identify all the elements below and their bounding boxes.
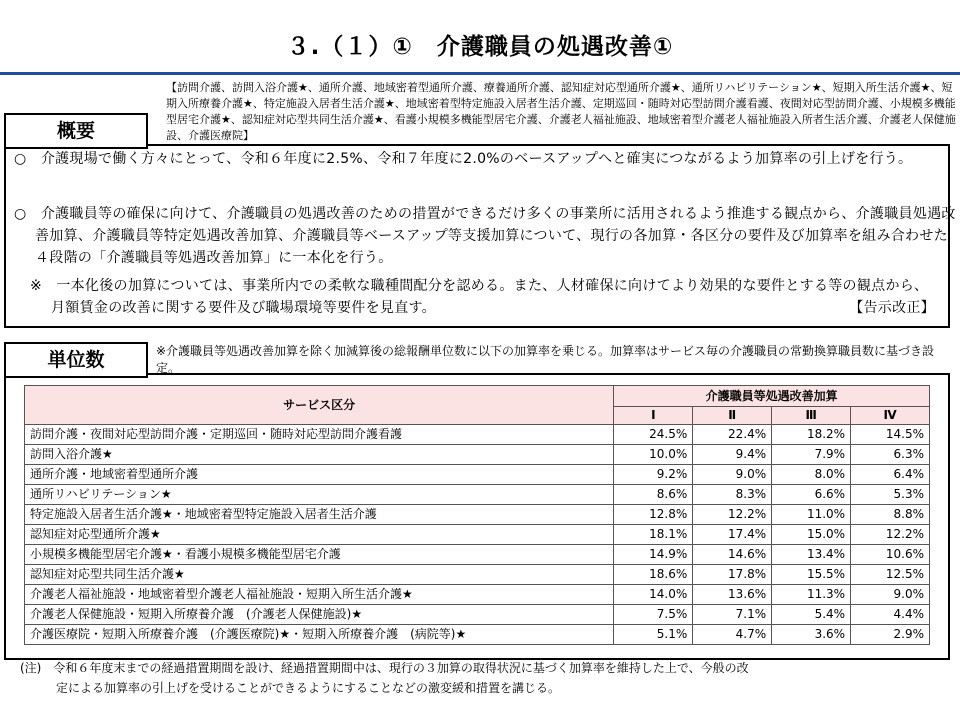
rate-cell: 2.9% <box>851 625 930 645</box>
service-cell: 訪問介護・夜間対応型訪問介護・定期巡回・随時対応型訪問介護看護 <box>25 425 614 445</box>
service-cell: 通所介護・地域密着型通所介護 <box>25 465 614 485</box>
rate-cell: 9.0% <box>693 465 772 485</box>
rate-cell: 14.6% <box>693 545 772 565</box>
service-cell: 小規模多機能型居宅介護★・看護小規模多機能型居宅介護 <box>25 545 614 565</box>
rate-cell: 12.2% <box>693 505 772 525</box>
rate-cell: 8.6% <box>614 485 693 505</box>
title-divider <box>0 72 960 75</box>
level-header: Ⅲ <box>772 407 851 425</box>
rate-cell: 4.7% <box>693 625 772 645</box>
rate-cell: 18.2% <box>772 425 851 445</box>
table-row <box>25 425 930 445</box>
units-note: ※介護職員等処遇改善加算を除く加減算後の総報酬単位数に以下の加算率を乗じる。加算率はサービス毎の介護職員の常勤換算職員数に基づき設定。 <box>156 344 935 375</box>
rate-cell: 10.6% <box>851 545 930 565</box>
rate-cell: 7.1% <box>693 605 772 625</box>
rate-cell: 13.6% <box>693 585 772 605</box>
rate-cell: 8.0% <box>772 465 851 485</box>
level-header: Ⅳ <box>851 407 930 425</box>
rate-cell: 11.0% <box>772 505 851 525</box>
addition-group-header: 介護職員等処遇改善加算 <box>614 386 930 407</box>
service-cell: 介護老人福祉施設・地域密着型介護老人福祉施設・短期入所生活介護★ <box>25 585 614 605</box>
rate-cell: 3.6% <box>772 625 851 645</box>
rate-cell: 24.5% <box>614 425 693 445</box>
service-cell: 介護医療院・短期入所療養介護 (介護医療院)★・短期入所療養介護 (病院等)★ <box>25 625 614 645</box>
overview-note-text <box>30 275 935 319</box>
table-row <box>25 505 930 525</box>
table-row <box>25 565 930 585</box>
rate-cell: 11.3% <box>772 585 851 605</box>
rate-cell: 17.4% <box>693 525 772 545</box>
rate-cell: 22.4% <box>693 425 772 445</box>
service-cell: 認知症対応型共同生活介護★ <box>25 565 614 585</box>
rate-cell: 18.1% <box>614 525 693 545</box>
service-cell: 通所リハビリテーション★ <box>25 485 614 505</box>
rates-table <box>24 385 930 645</box>
footnote <box>20 658 945 698</box>
table-row <box>25 585 930 605</box>
service-cell: 特定施設入居者生活介護★・地域密着型特定施設入居者生活介護 <box>25 505 614 525</box>
level-header: Ⅰ <box>614 407 693 425</box>
table-row <box>25 625 930 645</box>
rate-cell: 12.8% <box>614 505 693 525</box>
overview-paragraph-1: ○ 介護現場で働く方々にとって、令和６年度に2.5%、令和７年度に2.0%のベースアップへと確実につながるよう加算率の引上げを行う。 <box>14 151 913 167</box>
rate-cell: 6.3% <box>851 445 930 465</box>
rate-cell: 9.4% <box>693 445 772 465</box>
rate-cell: 15.5% <box>772 565 851 585</box>
level-header: Ⅱ <box>693 407 772 425</box>
page-title: ３.（１）① 介護職員の処遇改善① <box>286 34 674 60</box>
rate-cell: 18.6% <box>614 565 693 585</box>
units-label: 単位数 <box>4 342 148 378</box>
rate-cell: 9.0% <box>851 585 930 605</box>
rate-cell: 9.2% <box>614 465 693 485</box>
overview-note-body: ※ 一本化後の加算については、事業所内での柔軟な職種間配分を認める。また、人材確保に向けてより効果的な要件とする等の観点から、月額賃金の改善に関する要件及び職場環境等要件を見直す。 <box>30 278 929 316</box>
overview-paragraph-3 <box>30 275 935 319</box>
table-row <box>25 485 930 505</box>
service-header: サービス区分 <box>25 386 614 425</box>
rate-cell: 6.4% <box>851 465 930 485</box>
rate-cell: 10.0% <box>614 445 693 465</box>
rate-cell: 14.9% <box>614 545 693 565</box>
footnote-line-1: (注) 令和６年度末までの経過措置期間を設け、経過措置期間中は、現行の３加算の取得状況に基づく加算率を維持した上で、今般の改 <box>20 661 749 675</box>
table-row <box>25 445 930 465</box>
rate-cell: 5.1% <box>614 625 693 645</box>
rate-cell: 5.3% <box>851 485 930 505</box>
table-row <box>25 545 930 565</box>
applicable-services-note: 【訪問介護、訪問入浴介護★、通所介護、地域密着型通所介護、療養通所介護、認知症対応型通所介護★、通所リハビリテーション★、短期入所生活介護★、短期入所療養介護★、特定施設入居者生活介護★、地域密着型特定施設入居者生活介護、定期巡回・随時対応型訪問介護看護、夜間対応型訪問介護、小規模多機能型居宅介護★、認知症対応型共同生活介護★、看護小規模多機能型居宅介護、介護老人福祉施設、地域密着型介護老人福祉施設入所者生活介護、介護老人保健施設、介護医療院】 <box>166 81 956 142</box>
service-cell: 訪問入浴介護★ <box>25 445 614 465</box>
rate-cell: 13.4% <box>772 545 851 565</box>
rate-cell: 6.6% <box>772 485 851 505</box>
rate-cell: 5.4% <box>772 605 851 625</box>
rate-cell: 14.5% <box>851 425 930 445</box>
rate-cell: 12.2% <box>851 525 930 545</box>
rate-cell: 15.0% <box>772 525 851 545</box>
notice-revision-tag: 【告示改正】 <box>849 300 935 316</box>
rate-cell: 4.4% <box>851 605 930 625</box>
rate-cell: 14.0% <box>614 585 693 605</box>
rate-cell: 7.5% <box>614 605 693 625</box>
overview-paragraph-2: ○ 介護職員等の確保に向けて、介護職員の処遇改善のための措置ができるだけ多くの事業所に活用されるよう推進する観点から、介護職員処遇改善加算、介護職員等特定処遇改善加算、介護職員等ベースアップ等支援加算について、現行の各加算・各区分の要件及び加算率を組み合わせた４段階の「介護職員等処遇改善加算」に一本化を行う。 <box>14 206 956 266</box>
table-row <box>25 525 930 545</box>
rate-cell: 8.3% <box>693 485 772 505</box>
rate-cell: 8.8% <box>851 505 930 525</box>
rate-cell: 17.8% <box>693 565 772 585</box>
service-cell: 介護老人保健施設・短期入所療養介護 (介護老人保健施設)★ <box>25 605 614 625</box>
service-cell: 認知症対応型通所介護★ <box>25 525 614 545</box>
table-row <box>25 605 930 625</box>
overview-label: 概要 <box>4 113 148 149</box>
footnote-line-2: 定による加算率の引上げを受けることができるようにすることなどの激変緩和措置を講じる。 <box>56 681 561 695</box>
table-row <box>25 465 930 485</box>
rate-cell: 12.5% <box>851 565 930 585</box>
rate-cell: 7.9% <box>772 445 851 465</box>
